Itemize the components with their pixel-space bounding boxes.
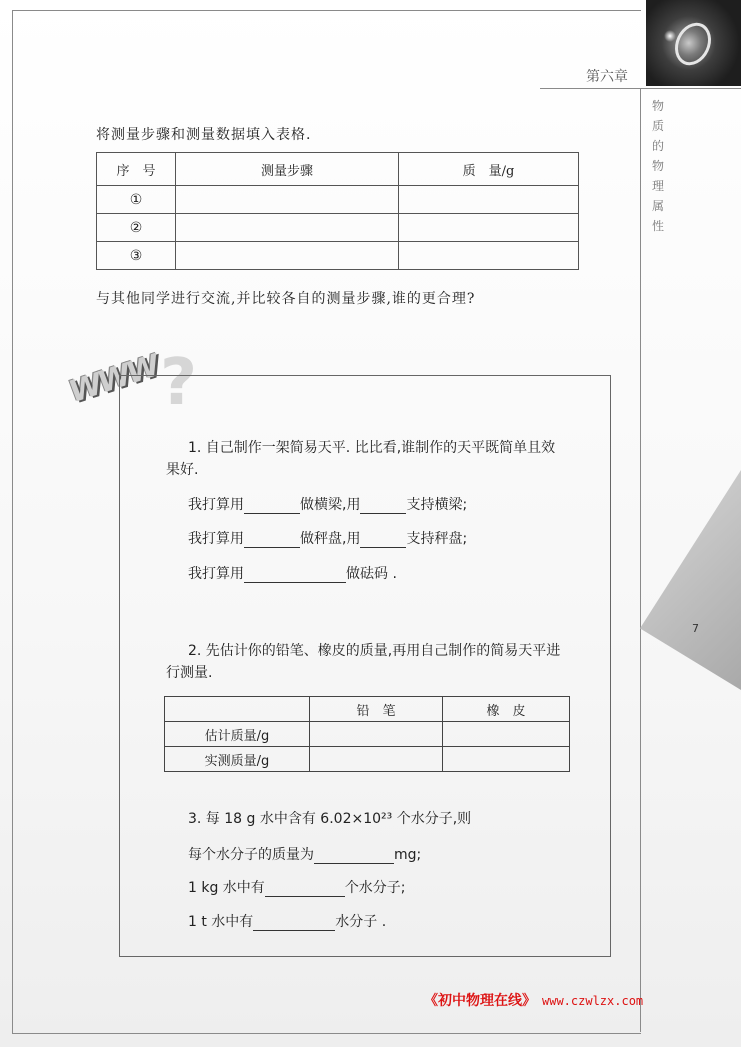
header-cell: 质 量/g (399, 153, 579, 186)
estimate-table (164, 696, 570, 772)
table-row (165, 747, 570, 772)
blank-field[interactable] (265, 882, 345, 897)
steps-cell[interactable] (176, 214, 399, 242)
eraser-cell[interactable] (443, 722, 570, 747)
chapter-label: 第六章 (586, 69, 628, 85)
eraser-cell[interactable] (443, 747, 570, 772)
table-header-row (165, 697, 570, 722)
row-label: 实测质量/g (165, 747, 310, 772)
pencil-cell[interactable] (310, 722, 443, 747)
mass-cell[interactable] (399, 242, 579, 270)
row-number: ② (97, 214, 176, 242)
table-row (97, 242, 579, 270)
footer-brand: 《初中物理在线》 (424, 993, 536, 1009)
side-chapter-title (651, 96, 665, 236)
task1-line1: 1. 自己制作一架简易天平. 比比看,谁制作的天平既简单且效 (188, 440, 556, 456)
steps-cell[interactable] (176, 242, 399, 270)
mass-cell[interactable] (399, 214, 579, 242)
side-title-char: 物 (651, 159, 664, 173)
table-row (97, 186, 579, 214)
www-letters: WWW (64, 348, 162, 411)
side-title-char: 理 (651, 179, 664, 193)
side-title-char: 质 (651, 119, 664, 133)
task1-sentence2: 我打算用 做秤盘,用 支持秤盘; (188, 531, 468, 547)
nebula-ring (668, 17, 717, 71)
task1-line2: 果好. (166, 462, 199, 478)
header-rule (540, 88, 741, 89)
task1-sentence1: 我打算用 做横梁,用 支持横梁; (188, 497, 468, 513)
side-title-char: 属 (651, 199, 664, 213)
task3-line1: 3. 每 18 g 水中含有 6.02×10²³ 个水分子,则 (188, 811, 472, 827)
row-number: ③ (97, 242, 176, 270)
pencil-cell[interactable] (310, 747, 443, 772)
page-number: 7 (692, 622, 699, 635)
blank-field[interactable] (244, 499, 300, 514)
table-header-row (97, 153, 579, 186)
header-cell: 铅 笔 (310, 697, 443, 722)
row-number: ① (97, 186, 176, 214)
blank-field[interactable] (244, 568, 346, 583)
measurement-table (96, 152, 579, 270)
task2-line2: 行测量. (166, 665, 213, 681)
side-title-char: 物 (651, 99, 664, 113)
header-cell: 测量步骤 (176, 153, 399, 186)
task2-line1: 2. 先估计你的铅笔、橡皮的质量,再用自己制作的简易天平进 (188, 643, 561, 659)
nebula-glow (664, 30, 676, 42)
row-label: 估计质量/g (165, 722, 310, 747)
task1-sentence3: 我打算用 做砝码 . (188, 566, 397, 582)
footer-url[interactable]: www.czwlzx.com (542, 994, 644, 1008)
header-cell (165, 697, 310, 722)
discussion-question: 与其他同学进行交流,并比较各自的测量步骤,谁的更合理? (96, 291, 476, 307)
intro-text: 将测量步骤和测量数据填入表格. (96, 127, 312, 143)
task3-sentence1: 每个水分子的质量为 mg; (188, 847, 422, 863)
question-mark-icon: ? (160, 346, 198, 420)
blank-field[interactable] (244, 533, 300, 548)
side-title-char: 的 (651, 139, 664, 153)
header-cell: 序 号 (97, 153, 176, 186)
header-cell: 橡 皮 (443, 697, 570, 722)
blank-field[interactable] (360, 499, 406, 514)
task3-sentence2: 1 kg 水中有 个水分子; (188, 880, 406, 896)
blank-field[interactable] (314, 849, 394, 864)
nebula-photo (646, 0, 741, 86)
blank-field[interactable] (253, 916, 335, 931)
footer-watermark (424, 990, 643, 1010)
mass-cell[interactable] (399, 186, 579, 214)
blank-field[interactable] (360, 533, 406, 548)
steps-cell[interactable] (176, 186, 399, 214)
side-rule (640, 88, 641, 1032)
task3-sentence3: 1 t 水中有 水分子 . (188, 914, 387, 930)
decorative-wedge (640, 470, 741, 690)
table-row (165, 722, 570, 747)
table-row (97, 214, 579, 242)
side-title-char: 性 (651, 219, 664, 233)
